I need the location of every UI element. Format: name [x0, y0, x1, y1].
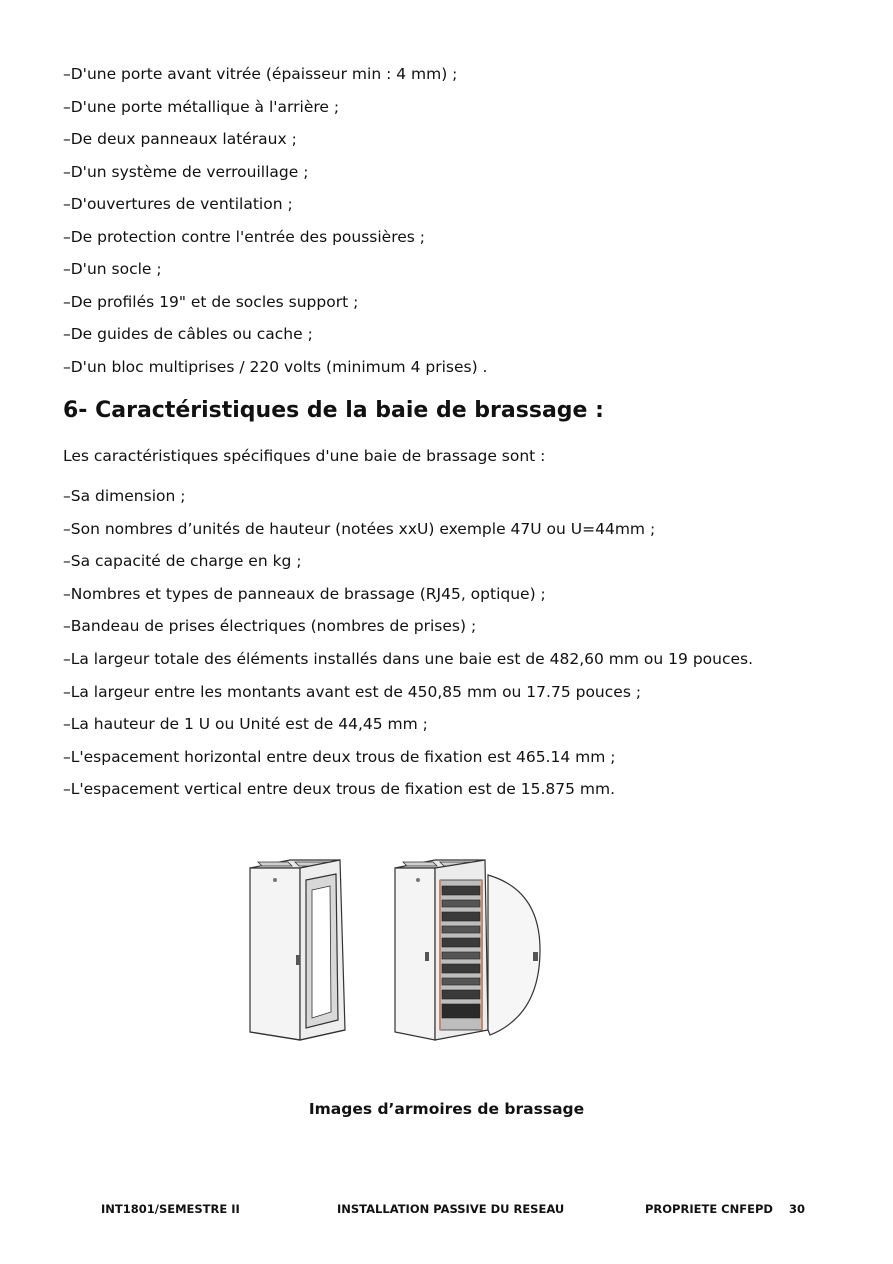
list-item: –L'espacement vertical entre deux trous de fixation est de 15.875 mm. [63, 780, 616, 799]
list-item: –De profilés 19" et de socles support ; [63, 292, 359, 311]
list-item: –D'une porte métallique à l'arrière ; [63, 97, 340, 116]
rack-cabinets-illustration [240, 840, 560, 1045]
list-item: –Sa dimension ; [63, 487, 186, 505]
section-heading: 6- Caractéristiques de la baie de brassage : [63, 398, 604, 423]
rack-cabinets-figure [240, 840, 560, 1045]
list-item: –La hauteur de 1 U ou Unité est de 44,45 mm ; [63, 715, 428, 734]
closed-cabinet-image [250, 860, 345, 1040]
list-item: –La largeur entre les montants avant est de 450,85 mm ou 17.75 pouces ; [63, 682, 642, 701]
list-item: –D'un bloc multiprises / 220 volts (minimum 4 prises) . [63, 357, 488, 376]
list-item: –De guides de câbles ou cache ; [63, 325, 313, 343]
list-item: –Son nombres d’unités de hauteur (notées xxU) exemple 47U ou U=44mm ; [63, 519, 656, 538]
list-item: –De protection contre l'entrée des poussières ; [63, 227, 426, 246]
list-item: –D'un socle ; [63, 260, 162, 278]
list-item: –D'une porte avant vitrée (épaisseur min : 4 mm) ; [63, 65, 458, 83]
list-item: –De deux panneaux latéraux ; [63, 130, 297, 148]
list-item: –La largeur totale des éléments installés dans une baie est de 482,60 mm ou 19 pouces. [63, 649, 754, 668]
list-item: –Bandeau de prises électriques (nombres de prises) ; [63, 617, 477, 636]
section-intro: Les caractéristiques spécifiques d'une baie de brassage sont : [63, 447, 546, 465]
list-item: –L'espacement horizontal entre deux trous de fixation est 465.14 mm ; [63, 747, 616, 766]
list-item: –D'ouvertures de ventilation ; [63, 195, 293, 213]
footer-course-title: INSTALLATION PASSIVE DU RESEAU [337, 1202, 565, 1216]
footer-owner-page-number: PROPRIETE CNFEPD 30 [645, 1202, 805, 1216]
list-item: –Nombres et types de panneaux de brassage (RJ45, optique) ; [63, 584, 546, 603]
list-item: –D'un système de verrouillage ; [63, 162, 309, 181]
figure-caption: Images d’armoires de brassage [308, 1100, 585, 1118]
list-item: –Sa capacité de charge en kg ; [63, 552, 302, 571]
open-cabinet-image [395, 860, 540, 1040]
equipment-list [63, 64, 487, 389]
footer-course-code: INT1801/SEMESTRE II [101, 1202, 240, 1216]
characteristics-list [63, 486, 753, 812]
